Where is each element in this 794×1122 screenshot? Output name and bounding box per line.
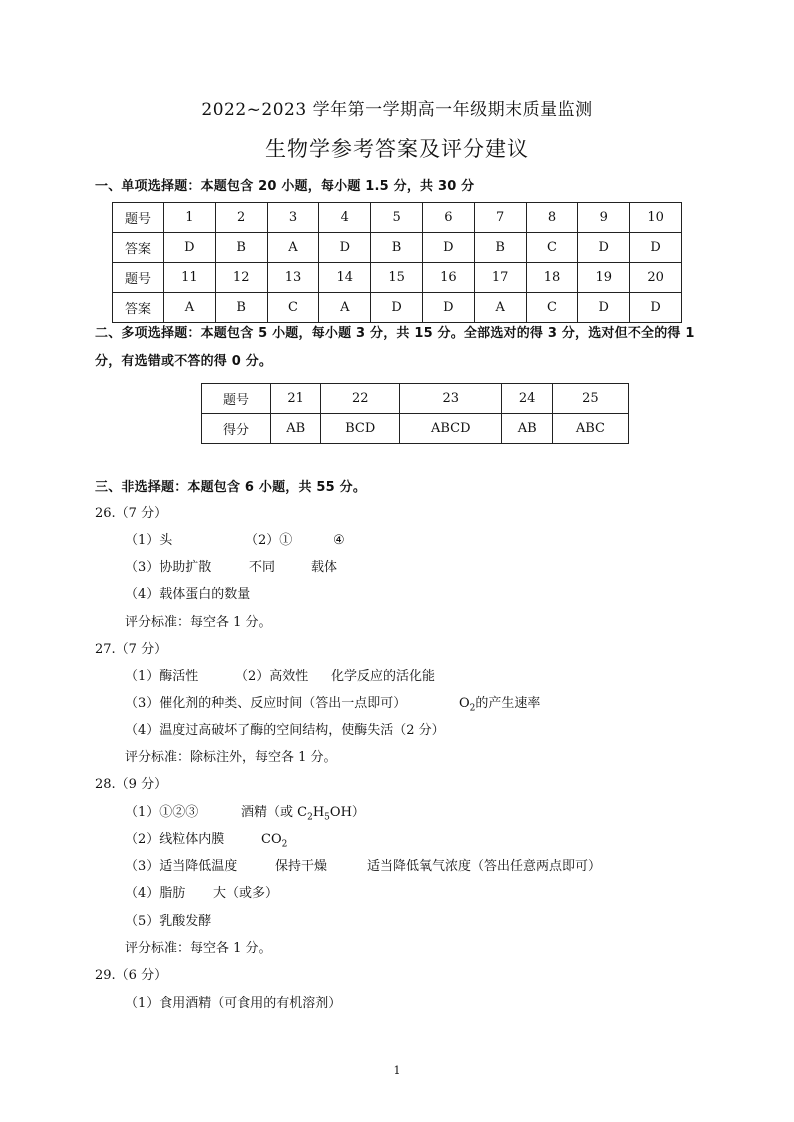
answer-cell: A [474,293,526,323]
section2-heading: 二、多项选择题：本题包含 5 小题，每小题 3 分，共 15 分。全部选对的得 3 分，选对但不全的得 1 分，有选错或不答的得 0 分。 [95,326,695,369]
row-label: 得分 [202,414,271,444]
answer-cell: ABCD [400,414,502,444]
row-label: 答案 [113,233,164,263]
row-label: 题号 [202,384,271,414]
question-28-line-2 [125,828,287,850]
answer-text: （2）高效性 [235,669,309,684]
answer-cell: A [164,293,216,323]
answer-text: 保持干燥 [275,859,328,874]
question-number: 5 [371,203,423,233]
question-number: 21 [271,384,321,414]
question-number: 16 [422,263,474,293]
answer-text: OH） [329,805,365,820]
answer-text: （3）催化剂的种类、反应时间（答出一点即可） [125,696,407,711]
table-row [113,293,682,323]
answer-text: （1）头 [125,533,173,548]
answer-cell: D [630,233,682,263]
question-number: 7 [474,203,526,233]
answer-text: O [459,696,470,711]
answer-text: （2）线粒体内膜 [125,832,225,847]
answer-text: （3）协助扩散 [125,560,212,575]
answer-text: 的产生速率 [475,696,541,711]
answer-cell: B [474,233,526,263]
question-number: 18 [526,263,578,293]
answer-cell: D [578,233,630,263]
subscript: 2 [281,839,288,850]
answer-cell: B [215,293,267,323]
question-26-line-1 [125,529,345,548]
question-28-line-3 [125,855,601,874]
section3-heading: 三、非选择题：本题包含 6 小题，共 55 分。 [95,480,367,495]
answer-text: 大（或多） [213,886,279,901]
question-27-line-1 [125,665,435,684]
answer-cell: B [371,233,423,263]
question-29-number: 29.（6 分） [95,968,168,983]
row-label: 答案 [113,293,164,323]
question-number: 1 [164,203,216,233]
question-number: 25 [552,384,628,414]
table-row [113,203,682,233]
answer-cell: D [422,233,474,263]
document-title: 生物学参考答案及评分建议 [265,137,529,161]
answer-cell: A [267,233,319,263]
question-number: 19 [578,263,630,293]
answer-cell: D [319,233,371,263]
subscript: 2 [469,703,476,714]
answer-text: 适当降低氧气浓度（答出任意两点即可） [367,859,602,874]
question-number: 24 [502,384,552,414]
row-label: 题号 [113,203,164,233]
question-27-line-3: （4）温度过高破坏了酶的空间结构，使酶失活（2 分） [125,723,445,738]
answer-cell: ABC [552,414,628,444]
exam-title: 2022~2023 学年第一学期高一年级期末质量监测 [201,100,593,120]
answer-text: 化学反应的活化能 [331,669,436,684]
single-choice-answer-table [112,202,682,323]
question-number: 8 [526,203,578,233]
question-number: 12 [215,263,267,293]
question-number: 20 [630,263,682,293]
answer-cell: C [526,293,578,323]
answer-text: 酒精（或 C [241,805,308,820]
question-28-scoring: 评分标准：每空各 1 分。 [125,941,272,956]
answer-text: （1）酶活性 [125,669,199,684]
subscript: 5 [324,812,330,823]
table-row [113,263,682,293]
question-26-number: 26.（7 分） [95,506,168,521]
question-28-line-5: （5）乳酸发酵 [125,914,212,929]
multiple-choice-answer-table [201,383,629,444]
answer-text: （3）适当降低温度 [125,859,238,874]
question-number: 17 [474,263,526,293]
question-number: 13 [267,263,319,293]
question-number: 10 [630,203,682,233]
answer-cell: D [164,233,216,263]
table-row [202,414,629,444]
question-number: 14 [319,263,371,293]
answer-cell: D [578,293,630,323]
answer-text: （4）脂肪 [125,886,186,901]
answer-cell: D [630,293,682,323]
answer-text: （2）① [245,533,293,548]
answer-cell: C [526,233,578,263]
answer-cell: D [422,293,474,323]
row-label: 题号 [113,263,164,293]
question-number: 6 [422,203,474,233]
question-28-line-4 [125,882,278,901]
answer-cell: C [267,293,319,323]
table-row [202,384,629,414]
answer-cell: AB [271,414,321,444]
section1-heading: 一、单项选择题：本题包含 20 小题，每小题 1.5 分，共 30 分 [95,179,475,194]
question-27-line-2 [125,692,540,714]
question-number: 22 [321,384,400,414]
answer-text: 载体 [311,560,338,575]
question-26-line-3: （4）载体蛋白的数量 [125,587,251,602]
table-row [113,233,682,263]
question-number: 15 [371,263,423,293]
subscript: 2 [307,812,313,823]
answer-text: 不同 [249,560,276,575]
answer-cell: BCD [321,414,400,444]
answer-text: ④ [333,533,345,548]
answer-cell: D [371,293,423,323]
question-26-line-2 [125,556,337,575]
question-28-line-1 [125,801,365,823]
question-number: 23 [400,384,502,414]
question-number: 9 [578,203,630,233]
question-number: 3 [267,203,319,233]
question-27-scoring: 评分标准：除标注外，每空各 1 分。 [125,750,337,765]
answer-cell: B [215,233,267,263]
question-26-scoring: 评分标准：每空各 1 分。 [125,615,272,630]
answer-text: H [312,805,325,820]
question-29-line-1: （1）食用酒精（可食用的有机溶剂） [125,996,342,1011]
answer-text: （1）①②③ [125,805,199,820]
question-27-number: 27.（7 分） [95,642,168,657]
page-number: 1 [393,1064,401,1077]
question-number: 2 [215,203,267,233]
question-number: 11 [164,263,216,293]
answer-text: CO [261,832,282,847]
question-number: 4 [319,203,371,233]
question-28-number: 28.（9 分） [95,777,168,792]
answer-cell: A [319,293,371,323]
answer-cell: AB [502,414,552,444]
